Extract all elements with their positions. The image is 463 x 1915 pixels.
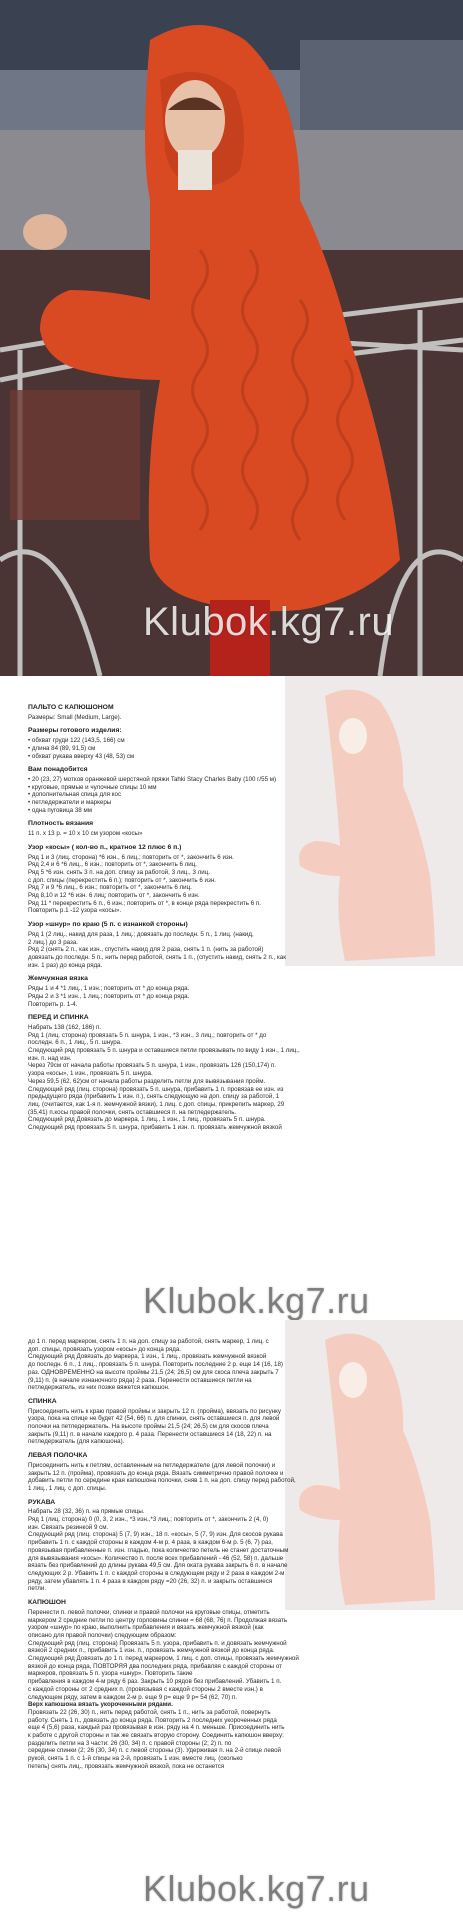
hood-row: узором «шнур» по краю, выполнить прибавления и вязать жемчужной вязкой (как: [28, 1624, 264, 1632]
front-back-row: Через 59,5 (62, 62)см от начала работы разделить петли для вывязывания пройм.: [28, 1077, 266, 1085]
finished-size-heading: Размеры готового изделия:: [28, 727, 122, 735]
hood-row: следующем ряду, затем в каждом 2-м р. еще 9 р= еще 9 р= 54 (62, 70) п.: [28, 1693, 237, 1701]
materials-item: • 20 (23, 27) мотков оранжевой шерстяной пряжи Tahki Stacy Charles Baby (100 г/55 м): [28, 776, 363, 784]
front-back-row: Ряд 1 (лиц. сторона) провязать 5 п. шнура, 1 изн., *3 изн., 3 лиц.; повторить от * до: [28, 1031, 267, 1039]
materials-item: • дополнительная спица для кос: [28, 791, 363, 799]
materials-item: • петледержатели и маркеры: [28, 799, 363, 807]
coat-photo: [0, 0, 463, 676]
front-back-row: (35,41) п.косы правой полочки, снять оставшиеся п. на петледержатель.: [28, 1108, 237, 1116]
cord-row: довязать до последн. 5 п., нить перед работой, снять 1 п., (спустить накид, снять 2 п., как: [28, 953, 286, 961]
hood-row: еще 4 (5,6) раза, каждый раз провязывая в изн. ряду на 4 п. меньше. Присоединить нить: [28, 1724, 285, 1732]
back-row: петледержатель (для капюшона).: [28, 1438, 125, 1446]
continuation-row: (9,11) п. (в начале изнаночного ряда) 2 раза. Перенести оставшиеся петли на: [28, 1376, 252, 1384]
hood-row: маркеров, провязать 5 п. узора «шнур». Повторить такие: [28, 1670, 193, 1678]
back-row: Присоединить нить к краю правой проймы и закрыть 12 п. (пройма), ввязать по рисунку: [28, 1407, 281, 1415]
left-front-heading: ЛЕВАЯ ПОЛОЧКА: [28, 1452, 88, 1460]
pearl-row: Повторить р. 1-4.: [28, 1000, 78, 1008]
finished-item: • обхват рукава вверху 43 (48, 53) см: [28, 753, 363, 761]
front-back-row: Следующий ряд Довязать до маркера, 1 лиц., 1 изн., 1 лиц., провязать 5 п. шнура.: [28, 1116, 266, 1124]
model-in-orange-coat-image: [0, 0, 463, 676]
pattern-page-1: [0, 676, 463, 1320]
sizes-line: Размеры: Small (Medium, Large).: [28, 713, 122, 721]
front-back-row: Набрать 138 (162, 186) п.: [28, 1023, 102, 1031]
left-front-row: закрыть 12 п. (пройма), провязать до конца ряда. Вязать симметрично правой полочке и: [28, 1469, 284, 1477]
hood-row: Провязать 22 (26, 30) п., нить перед работой, снять 1 п., нить за работой, повернуть: [28, 1708, 271, 1716]
left-front-row: Присоединить нить к петлям, оставленным на петледержателе (для левой полочки) и: [28, 1461, 276, 1469]
braids-row: Ряд 7 и 9 *6 лиц., 6 изн.; повторить от *, закончить 6 лиц.: [28, 884, 192, 892]
front-back-row: изн. п. над изн.: [28, 1054, 72, 1062]
hood-row: маркером 2 средние петли по центру горловины спинки = 68 (68, 76) п. Продолжая вязать: [28, 1616, 288, 1624]
cord-row: Ряд 1 (2 лиц., накид для раза, 1 лиц.; довязать до последн. 5 п., 1 лиц. (накид,: [28, 930, 254, 938]
hood-row: к работе с другой стороны и так же связать вторую сторону. Соединить капюшон вверху:: [28, 1732, 284, 1740]
front-back-row: Следующий ряд провязать 5 п. шнура, прибавить 1 изн. п. провязать жемчужной вязкой: [28, 1124, 282, 1132]
front-back-heading: ПЕРЕД И СПИНКА: [28, 1014, 89, 1022]
gauge-text: 11 п. x 13 р. = 10 x 10 см узором «косы»: [28, 830, 143, 838]
hood-row: Верх капюшона вязать укороченными рядами.: [28, 1701, 173, 1709]
braids-row: Ряд 2,4 и 6 *6 лиц., 6 изн.; повторить от *, закончить 6 лиц.: [28, 861, 198, 869]
continuation-row: раз. ОДНОВРЕМЕННО на высоте проймы 21,5 (24; 26,5) см для скоса плеча закрыть 7: [28, 1368, 279, 1376]
sleeves-row: следующих 2 р. Убавить 1 п. с каждой стороны в следующем ряду и 2 раза в каждом 2-м: [28, 1569, 285, 1577]
finished-item: • длина 84 (89, 91,5) см: [28, 745, 363, 753]
front-back-row: узора «косы», 1 изн., провязать 5 п. шнура.: [28, 1070, 153, 1078]
pearl-row: Ряды 2 и 3 *1 изн., 1 лиц.; повторить от * до конца ряда.: [28, 992, 190, 1000]
pattern-text-column: [28, 704, 363, 1132]
watermark-text: Klubok.kg7.ru: [143, 1280, 370, 1320]
back-row: закрыть (9,11) п. в начале каждого р. 4 раза. Перенести оставшиеся 14 (18, 22) п. на: [28, 1430, 272, 1438]
braids-row: Ряд 8,10 и 12 *6 изн. 6 лиц; повторить от *, закончить 6 изн.: [28, 892, 200, 900]
pattern-title: ПАЛЬТО С КАПЮШОНОМ: [28, 704, 114, 711]
front-back-row: Следующий ряд провязать 5 п. шнура и оставшиеся петли провязывать по виду 1 изн., 1 лиц.,: [28, 1047, 300, 1055]
back-row: полочки на петледержатель. На высоте проймы 21,5 (24; 26,5) см для скосов плеча: [28, 1423, 269, 1431]
front-back-row: последн. 6 п., 1 лиц., 5 п. шнура.: [28, 1039, 122, 1047]
hood-row: Следующий ряд (лиц. сторона) Провязать 5 п. узора, прибавить п. и довязать жемчужной: [28, 1639, 287, 1647]
continuation-row: доп. спицы, провязать узором «косы» до конца ряда.: [28, 1345, 182, 1353]
pearl-row: Ряды 1 и 4 *1 лиц., 1 изн.; повторить от * до конца ряда.: [28, 985, 190, 993]
hood-row: работу. Снять 1 п., довязать до конца ряда. Повторить 2 последних укороченных ряда: [28, 1716, 277, 1724]
hood-row: разделить петли на 3 части: 26 (30, 34) п. с правой стороны (2; 2) п. по: [28, 1739, 232, 1747]
back-heading: СПИНКА: [28, 1397, 57, 1405]
sleeves-row: петли.: [28, 1585, 47, 1593]
pattern-page-2: [0, 1320, 463, 1915]
continuation-row: до последн. 6 п., 1 лиц., провязать 5 п. шнура. Повторить последние 2 р. еще 14 (16, 18): [28, 1361, 283, 1369]
front-back-row: предыдущего ряда (прибавить 1 изн. п.), снять следующую на доп. спицу за работой, 1: [28, 1093, 280, 1101]
braids-row: Ряд 5 *6 изн. снять 3 п. на доп. спицу за работой, 3 лиц., 3 лиц.: [28, 868, 210, 876]
left-front-row: 1 лиц., 1 лиц. с доп. спицы.: [28, 1484, 107, 1492]
watermark-text: Klubok.kg7.ru: [143, 1868, 370, 1909]
hood-row: середине спинки (2; 26 (30, 34) п. с левой стороны (3). Удерживая п. на 2-й спице левой: [28, 1747, 281, 1755]
continuation-row: Следующий ряд Довязать до маркера, 1 изн., 1 лиц., провязать жемчужной вязкой: [28, 1353, 267, 1361]
watermark-text: Klubok.kg7.ru: [143, 600, 395, 644]
sleeves-row: прибавить 1 п. с каждой стороны в каждом 4-м р. 4 раза, в каждом 6-м р. 5 (6, 7) раз,: [28, 1539, 273, 1547]
hood-row: рукой, снять 1 п. с 1-й спицы на 2-й, провязать 1 изн. вместе лиц. (сколько: [28, 1755, 243, 1763]
hood-row: вязкой 2 средних п., прибавить 1 изн. п., провязать жемчужной вязкой до конца ряда.: [28, 1647, 275, 1655]
cord-row: 2 лиц.) до 3 раза.: [28, 938, 79, 946]
hood-row: с каждой стороны от 2 средних п. (провязывая с каждой стороны 2 вместе изн.) в: [28, 1685, 263, 1693]
sleeves-heading: РУКАВА: [28, 1498, 56, 1506]
materials-heading: Вам понадобится: [28, 766, 88, 774]
continuation-row: петледержатель, из них позже вяжется капюшон.: [28, 1384, 170, 1392]
braids-row: с доп. спицы (перекрестить 6 п.); повторить от *, закончить 6 изн.: [28, 876, 216, 884]
front-back-row: лиц. (считается, как 1-я п. жемчужной вязки), 1 лиц. с доп. спицы, прикрепить маркер, 29: [28, 1100, 285, 1108]
cord-row: изн. 1 раз) до конца ряда.: [28, 961, 103, 969]
hood-row: описано для правой полочки) следующим образом:: [28, 1631, 177, 1639]
hood-row: Перенести п. левой полочки, спинки и правой полочки на круговые спицы, отметить: [28, 1608, 270, 1616]
sleeves-row: изн. Связать резинкой 9 см.: [28, 1523, 109, 1531]
front-back-row: Через 79см от начала работы провязать 5 п. шнура, 1 изн., провязать 126 (150,174) п.: [28, 1062, 277, 1070]
finished-item: • обхват груди 122 (143,5, 166) см: [28, 737, 363, 745]
cord-row: Ряд 2 (снять 2 п., как изн., спустить накид для 2 раза, снять 1 п. (нить за работой): [28, 946, 264, 954]
sleeves-row: для вывязывания «косы». Количество п. после всех прибавлений - 46 (52, 58) п. дальше: [28, 1554, 284, 1562]
hood-heading: КАПЮШОН: [28, 1599, 66, 1607]
left-front-row: добавить петли по середине края капюшона полочки, сняв 1 п. на доп. спицу перед работой,: [28, 1477, 296, 1485]
continuation-row: до 1 п. перед маркером, снять 1 п. на доп. спицу за работой, снять маркер, 1 лиц. с: [28, 1338, 269, 1345]
cord-heading: Узор «шнур» по краю (5 п. с изнанкой стороны): [28, 921, 188, 929]
materials-item: • круговые, прямые и чулочные спицы 10 мм: [28, 784, 363, 792]
front-back-row: Следующий ряд (лиц. сторона) провязать 5 п. шнура, прибавить 1 п. провязав ее изн. из: [28, 1085, 284, 1093]
hood-row: петель) снять лиц., провязать жемчужной вязкой, пока не останется: [28, 1762, 225, 1770]
sleeves-row: Набрать 28 (32, 36) п. на прямые спицы.: [28, 1508, 145, 1516]
pearl-heading: Жемчужная вязка: [28, 975, 88, 983]
sleeves-row: Следующий ряд (лиц. сторона) 5 (7, 9) изн., 18 п. «косы», 5 (7, 9) изн. Для скосов рукава: [28, 1531, 283, 1539]
braids-row: Повторить р.1 -12 узора «косы».: [28, 907, 122, 915]
sleeves-row: ряду, затем убавлять 1 п. 4 раза в каждом ряду =20 (26, 32) п. и закрыть оставшиеся: [28, 1577, 273, 1585]
braids-row: Ряд 11 * перекрестить 6 п., 6 изн.; повторить от *, в конце ряда перекрестить 6 п.: [28, 899, 261, 907]
gauge-heading: Плотность вязания: [28, 820, 94, 828]
braids-row: Ряд 1 и 3 (лиц. сторона) *6 изн., 6 лиц.; повторить от *, закончить 6 изн.: [28, 853, 234, 861]
sleeves-row: Ряд 1 (лиц. сторона) 0 (0, 3, 2 изн., *3 изн.,*3 лиц.; повторить от *, закончить 2 (4, 0): [28, 1516, 269, 1524]
braids-heading: Узор «косы» ( кол-во п., кратное 12 плюс 6 п.): [28, 843, 182, 851]
pattern-text-column: [28, 1338, 366, 1771]
hood-row: Следующий ряд Довязать до 1 п. перед маркером, 1 лиц. с доп. спицы, провязать жемчужной: [28, 1655, 299, 1663]
sleeves-row: провязывая прибавленные п. изн. гладью, пока количество петель не станет достаточным: [28, 1546, 289, 1554]
materials-item: • одна пуговица 38 мм: [28, 807, 363, 815]
hood-row: прибавления в каждом 4-м ряду 6 раз. Закрыть 10 рядов без прибавлений. Убавить 1 п.: [28, 1678, 282, 1686]
sleeves-row: вязать без прибавлений до длины рукава 49,5 см. Для оката рукава закрыть 6 п. в начале: [28, 1562, 288, 1570]
back-row: узора, пока на спице не будет 42 (54, 66) п. для спинки, снять оставшиеся п. для левой: [28, 1415, 280, 1423]
hood-row: вязкой до конца ряда, ПОВТОРЯЯ два последних ряда, прибавляя с каждой стороны от: [28, 1662, 282, 1670]
